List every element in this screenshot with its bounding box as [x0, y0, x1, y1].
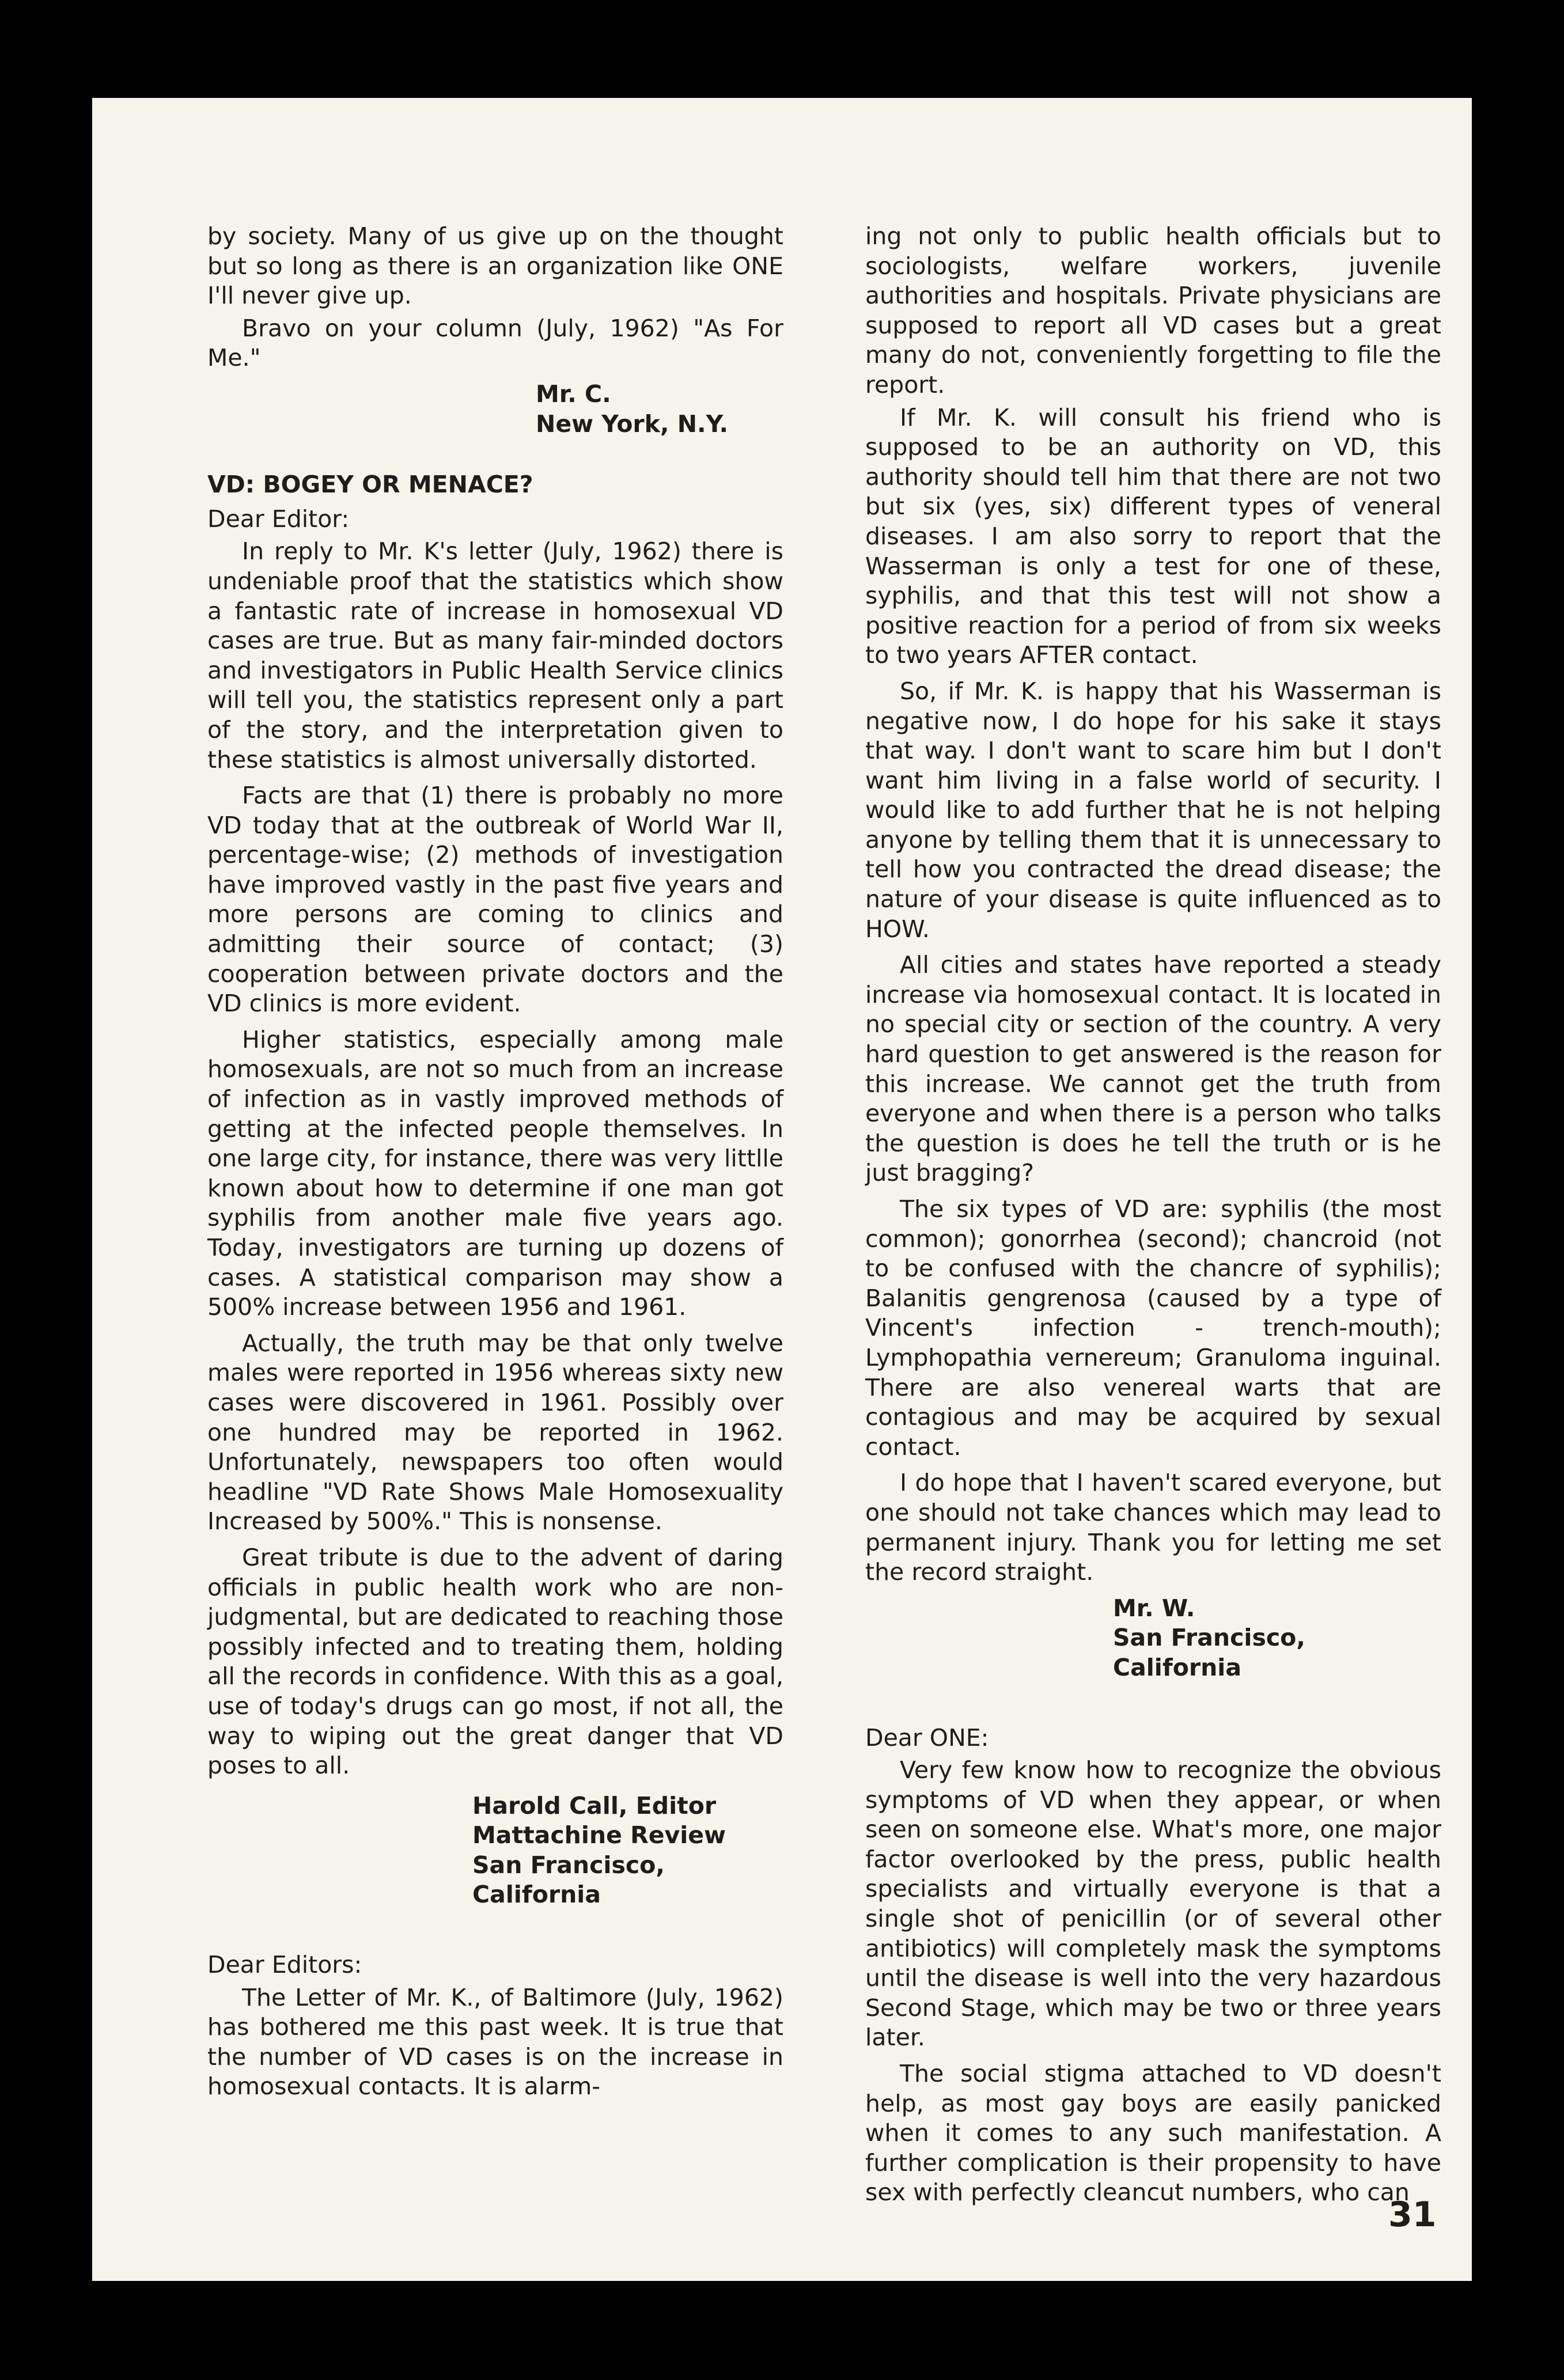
paragraph: Actually, the truth may be that only twelve males were reported in 1956 whereas sixty new cases were discovered in 1961. Possibly over one hundred may be reported in 1962. Unfortunately, newspapers too often would headline "VD Rate Shows Male Homosexuality Increased by 500%." This is nonsense. — [207, 1329, 783, 1536]
left-column — [207, 222, 783, 2108]
signature-name: Mr. C. — [536, 380, 611, 408]
signature-mr-c — [207, 380, 783, 439]
paragraph: All cities and states have reported a steady increase via homosexual contact. It is located in no special city or section of the country. A very hard question to get answered is the reason for this increase. We cannot get the truth from everyone and when there is a person who talks the question is does he tell the truth or is he just bragging? — [865, 951, 1441, 1187]
salutation: Dear Editor: — [207, 505, 350, 533]
paragraph: I do hope that I haven't scared everyone, but one should not take chances which may lead to permanent injury. Thank you for letting me set the record straight. — [865, 1469, 1441, 1586]
paragraph: In reply to Mr. K's letter (July, 1962) there is undeniable proof that the statistics which show a fantastic rate of increase in homosexual VD cases are true. But as many fair-minded doctors and investigators in Public Health Service clinics will tell you, the statistics represent only a part of the story, and the interpretation given to these statistics is almost universally distorted. — [207, 537, 783, 774]
paragraph: Great tribute is due to the advent of daring officials in public health work who are non-judgmental, but are dedicated to reaching those possibly infected and to treating them, holding all the records in confidence. With this as a goal, use of today's drugs can go most, if not all, the way to wiping out the great danger that VD poses to all. — [207, 1543, 783, 1780]
paragraph: If Mr. K. will consult his friend who is supposed to be an authority on VD, this authority should tell him that there are not two but six (yes, six) different types of veneral diseases. I am also sorry to report that the Wasserman is only a test for one of these, syphilis, and that this test will not show a positive reaction for a period of from six weeks to two years AFTER contact. — [865, 403, 1441, 669]
signature-place: New York, N.Y. — [536, 410, 729, 438]
paragraph: Higher statistics, especially among male homosexuals, are not so much from an increase of infection as in vastly improved methods of getting at the infected people themselves. In one large city, for instance, there was very littlle known about how to determine if one man got syphilis from another male five years ago. Today, investigators are turning up dozens of cases. A statistical comparison may show a 500% increase between 1956 and 1961. — [207, 1025, 783, 1321]
signature-harold-call — [207, 1791, 783, 1910]
paragraph: ing not only to public health officials but to sociologists, welfare workers, juvenile authorities and hospitals. Private physicians are supposed to report all VD cases but a great many do not, conveniently forgetting to file the report. — [865, 222, 1441, 399]
page-number: 31 — [1388, 2195, 1437, 2235]
paragraph: So, if Mr. K. is happy that his Wasserman is negative now, I do hope for his sake it stays that way. I don't want to scare him but I don't want him living in a false world of security. I would like to add further that he is not helping anyone by telling them that it is unnecessary to tell how you contracted the dread disease; the nature of your disease is quite influenced as to HOW. — [865, 677, 1441, 943]
signature-place: San Francisco, California — [1113, 1624, 1305, 1681]
section-heading: VD: BOGEY OR MENACE? — [207, 471, 533, 499]
paragraph: Facts are that (1) there is probably no more VD today that at the outbreak of World War II, percentage-wise; (2) methods of investigation have improved vastly in the past five years and more persons are coming to clinics and admitting their source of contact; (3) cooperation between private doctors and the VD clinics is more evident. — [207, 782, 783, 1018]
signature-line: San Francisco, California — [472, 1851, 665, 1909]
paragraph: The Letter of Mr. K., of Baltimore (July, 1962) has bothered me this past week. It is true that the number of VD cases is on the increase in homosexual contacts. It is alarm- — [207, 1983, 783, 2101]
salutation: Dear ONE: — [865, 1723, 989, 1752]
paragraph: by society. Many of us give up on the thought but so long as there is an organization like ONE I'll never give up. — [207, 222, 783, 310]
signature-line: Mattachine Review — [472, 1821, 726, 1850]
right-column — [865, 222, 1441, 2214]
paragraph: The social stigma attached to VD doesn't help, as most gay boys are easily panicked when it comes to any such manifestation. A further complication is their propensity to have sex with perfectly cleancut numbers, who can — [865, 2060, 1441, 2207]
signature-line: Harold Call, Editor — [472, 1791, 717, 1820]
paragraph: Bravo on your column (July, 1962) "As For Me." — [207, 314, 783, 372]
signature-mr-w — [865, 1594, 1441, 1683]
magazine-page — [92, 98, 1472, 2281]
paragraph: The six types of VD are: syphilis (the most common); gonorrhea (second); chancroid (not to be confused with the chancre of syphilis); Balanitis gengrenosa (caused by a type of Vincent's infection - trench-mouth); Lymphopathia vernereum; Granuloma inguinal. There are also venereal warts that are contagious and may be acquired by sexual contact. — [865, 1195, 1441, 1461]
paragraph: Very few know how to recognize the obvious symptoms of VD when they appear, or when seen on someone else. What's more, one major factor overlooked by the press, public health specialists and virtually everyone is that a single shot of penicillin (or of several other antibiotics) will completely mask the symptoms until the disease is well into the very hazardous Second Stage, which may be two or three years later. — [865, 1756, 1441, 2052]
signature-name: Mr. W. — [1113, 1594, 1195, 1622]
salutation: Dear Editors: — [207, 1951, 362, 1979]
